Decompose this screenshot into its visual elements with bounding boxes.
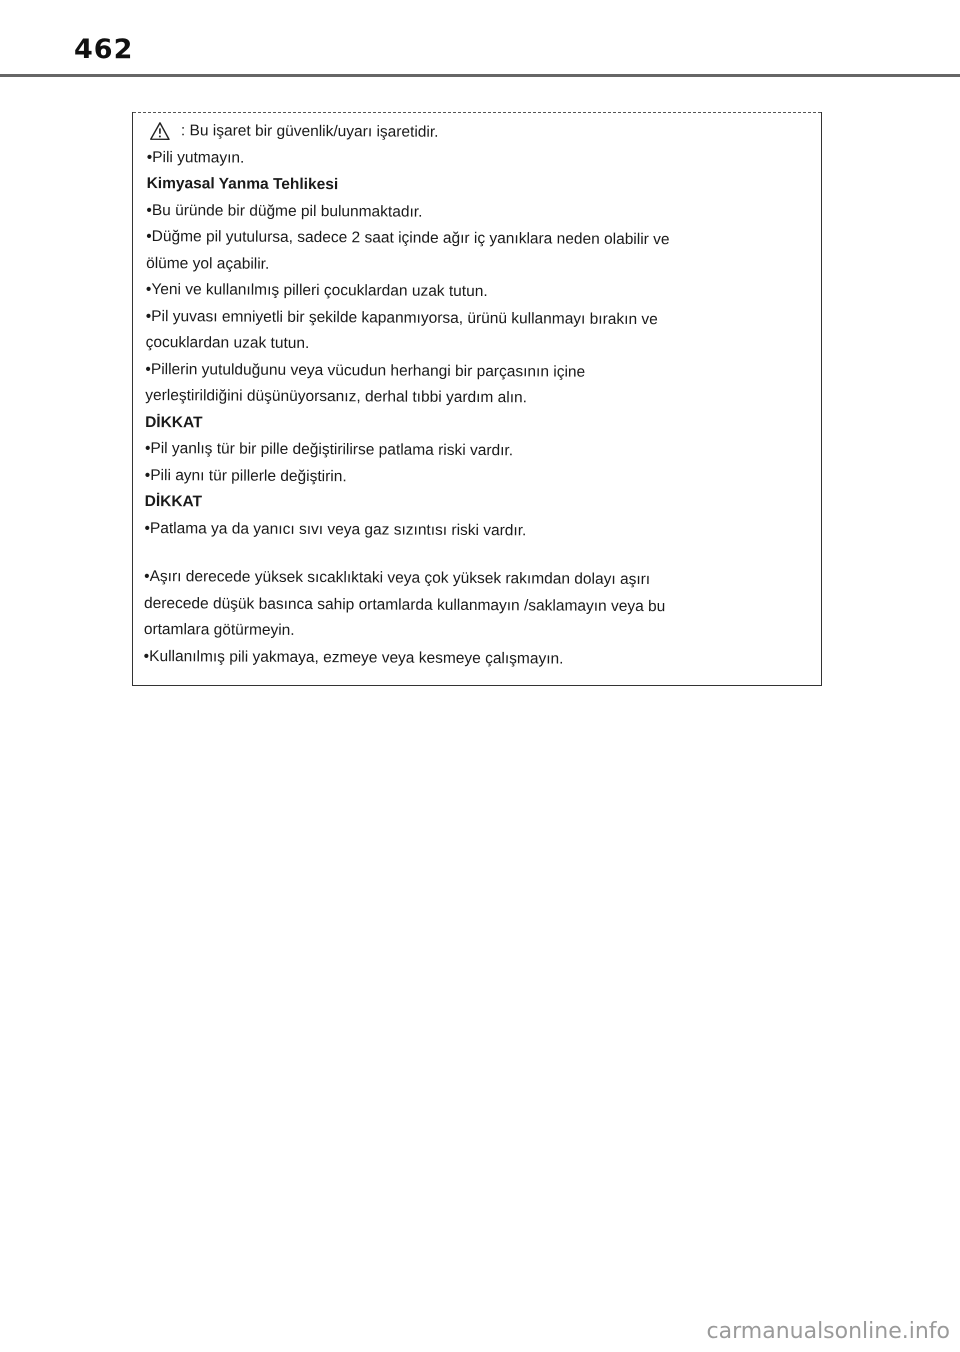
notice-line: ortamlara götürmeyin. bbox=[143, 620, 295, 639]
notice-line: yerleştirildiğini düşünüyorsanız, derhal tıbbi yardım alın. bbox=[145, 386, 528, 407]
notice-line: •Kullanılmış pili yakmaya, ezmeye veya kesmeye çalışmayın. bbox=[143, 647, 564, 668]
warning-line bbox=[147, 118, 797, 148]
notice-line: •Pil yanlış tür bir pille değiştirilirse patlama riski vardır. bbox=[144, 439, 514, 460]
notice-line: derecede düşük basınca sahip ortamlarda kullanmayın /saklamayın veya bu bbox=[143, 594, 666, 615]
warning-triangle-icon bbox=[149, 121, 171, 141]
notice-content bbox=[144, 118, 797, 674]
box-top-dashed-border bbox=[133, 112, 821, 113]
notice-line: •Pil yuvası emniyetli bir şekilde kapanmıyorsa, ürünü kullanmayı bırakın ve bbox=[145, 307, 658, 328]
safety-notice-box bbox=[132, 112, 822, 686]
notice-line: •Yeni ve kullanılmış pilleri çocuklardan uzak tutun. bbox=[145, 280, 488, 301]
warning-text: : Bu işaret bir güvenlik/uyarı işaretidir. bbox=[180, 122, 439, 141]
notice-line: çocuklardan uzak tutun. bbox=[145, 333, 310, 352]
notice-line: •Patlama ya da yanıcı sıvı veya gaz sızıntısı riski vardır. bbox=[144, 519, 527, 539]
notice-line: •Bu üründe bir düğme pil bulunmaktadır. bbox=[146, 201, 423, 221]
notice-line: •Pili aynı tür pillerle değiştirin. bbox=[144, 466, 347, 485]
notice-line: ölüme yol açabilir. bbox=[146, 254, 270, 273]
page-number: 462 bbox=[74, 34, 134, 65]
notice-line: •Pili yutmayın. bbox=[146, 148, 245, 167]
header-divider bbox=[0, 74, 960, 77]
watermark-text: carmanualsonline.info bbox=[706, 1319, 950, 1344]
notice-line: •Pillerin yutulduğunu veya vücudun herhangi bir parçasının içine bbox=[145, 360, 586, 381]
section-heading: Kimyasal Yanma Tehlikesi bbox=[146, 174, 339, 194]
section-heading: DİKKAT bbox=[145, 413, 203, 431]
section-heading: DİKKAT bbox=[144, 492, 203, 511]
notice-line: •Aşırı derecede yüksek sıcaklıktaki veya çok yüksek rakımdan dolayı aşırı bbox=[144, 567, 651, 589]
notice-line: •Düğme pil yutulursa, sadece 2 saat içinde ağır iç yanıklara neden olabilir ve bbox=[146, 227, 670, 249]
